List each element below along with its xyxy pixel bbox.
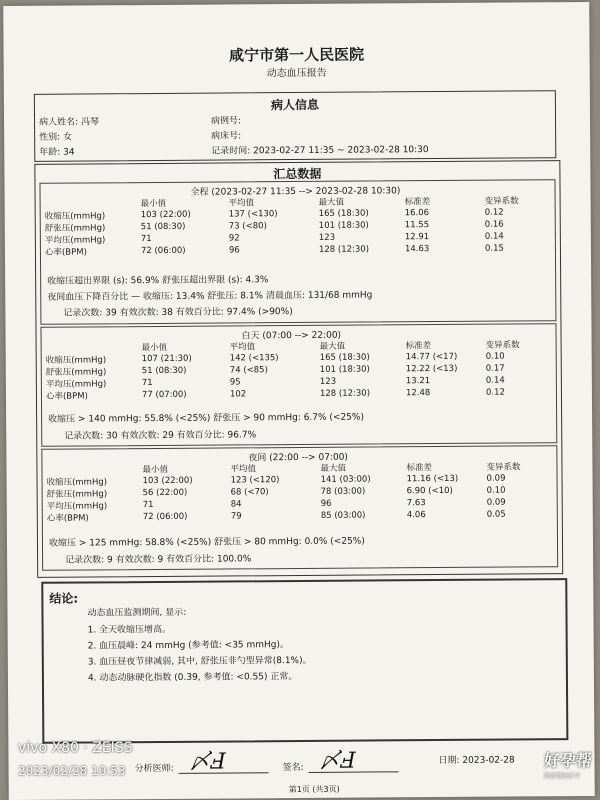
doctor-signature: 〆Ⅎ bbox=[318, 748, 356, 774]
table-header: 最小值 平均值 最大值 标准差 变异系数 bbox=[142, 462, 521, 476]
night-exceed-line: 收缩压 > 125 mmHg: 58.8% (<25%) 舒张压 > 80 mmHg: 0.0% (<25%) bbox=[48, 536, 365, 549]
conclusion-item: 2. 血压晨峰: 24 mmHg (参考值: <35 mmHg)。 bbox=[87, 640, 290, 652]
page-number: 第1页 (共3页) bbox=[288, 784, 340, 795]
hospital-name: 咸宁市第一人民医院 bbox=[229, 45, 365, 65]
col-sd: 标准差 bbox=[404, 197, 431, 208]
signature-label: 签名: bbox=[282, 762, 304, 774]
conclusion-item: 4. 动态动脉硬化指数 (0.39, 参考值: <0.55) 正常。 bbox=[87, 672, 298, 684]
day-record-line: 记录次数: 30 有效次数: 29 有效百分比: 96.7% bbox=[64, 430, 257, 442]
table-row: 舒张压(mmHg) 56 (22:00) 68 (<70) 78 (03:00) 6.90 (<10) 0.10 bbox=[46, 485, 506, 500]
full-night-drop-line: 夜间血压下降百分比 — 收缩压: 13.4% 舒张压: 8.1% 清晨血压: 131/68 mmHg bbox=[47, 290, 373, 303]
table-row: 心率(BPM) 72 (06:00) 79 85 (03:00) 4.06 0.05 bbox=[46, 509, 506, 524]
table-row: 心率(BPM) 72 (06:00) 96 128 (12:30) 14.63 0.15 bbox=[44, 243, 504, 258]
night-record-line: 记录次数: 9 有效次数: 9 有效百分比: 100.0% bbox=[65, 554, 252, 566]
table-row: 舒张压(mmHg) 51 (08:30) 74 (<85) 101 (18:30) 12.22 (<13) 0.17 bbox=[45, 363, 505, 378]
row-label: 收缩压(mmHg) bbox=[44, 211, 106, 222]
conclusion-intro: 动态血压监测期间, 显示: bbox=[87, 607, 187, 619]
conclusion-box bbox=[41, 578, 568, 744]
full-period-panel bbox=[39, 179, 556, 325]
report-date: 日期: 2023-02-28 bbox=[438, 755, 515, 767]
full-period-title: 全程 (2023-02-27 11:35 --> 2023-02-28 10:30) bbox=[190, 186, 401, 198]
day-panel bbox=[40, 323, 557, 447]
report-title: 动态血压报告 bbox=[266, 67, 327, 80]
table-row: 平均压(mmHg) 71 84 96 7.63 0.09 bbox=[46, 497, 506, 512]
patient-name: 病人姓名: 冯琴 bbox=[39, 117, 99, 128]
app-logo-tagline: 助您更快好孕 bbox=[543, 773, 580, 780]
table-header: 最小值 平均值 最大值 标准差 变异系数 bbox=[141, 340, 520, 354]
night-table bbox=[46, 460, 536, 523]
conclusion-item: 1. 全天收缩压增高。 bbox=[87, 624, 172, 636]
col-max: 最大值 bbox=[318, 197, 345, 208]
table-row: 心率(BPM) 77 (07:00) 102 128 (12:30) 12.48 0.12 bbox=[45, 387, 505, 402]
table-row: 舒张压(mmHg) 51 (08:30) 73 (<80) 101 (18:30) 11.55 0.16 bbox=[44, 219, 504, 234]
day-exceed-line: 收缩压 > 140 mmHg: 55.8% (<25%) 舒张压 > 90 mmHg: 6.7% (<25%) bbox=[48, 412, 365, 425]
app-logo bbox=[544, 748, 592, 780]
full-record-line: 记录次数: 39 有效次数: 38 有效百分比: 97.4% (>90%) bbox=[63, 307, 293, 319]
table-row: 收缩压(mmHg) 107 (21:30) 142 (<135) 165 (18:30) 14.77 (<17) 0.10 bbox=[45, 351, 505, 366]
analyst-label: 分析医师: bbox=[134, 763, 174, 775]
patient-age: 年龄: 34 bbox=[39, 147, 75, 158]
day-table bbox=[46, 338, 536, 401]
camera-brand: vivo X80 · ZEISS bbox=[18, 740, 133, 756]
full-period-table bbox=[45, 194, 535, 257]
col-cv: 变异系数 bbox=[484, 196, 519, 207]
summary-box bbox=[34, 160, 563, 578]
summary-title: 汇总数据 bbox=[273, 166, 322, 182]
table-row: 收缩压(mmHg) 103 (22:00) 123 (<120) 141 (03:00) 11.16 (<13) 0.09 bbox=[46, 473, 506, 488]
col-min: 最小值 bbox=[140, 198, 167, 210]
table-row: 平均压(mmHg) 71 92 123 12.91 0.14 bbox=[44, 231, 504, 246]
camera-timestamp: 2023/02/28 10:53 bbox=[18, 764, 126, 778]
analyst-signature: 〆Ⅎ bbox=[188, 749, 226, 775]
app-logo-name: 好孕帮 bbox=[543, 751, 592, 770]
conclusion-item: 3. 血压昼夜节律减弱, 其中, 舒张压非勺型异常(8.1%)。 bbox=[87, 655, 312, 668]
col-avg: 平均值 bbox=[228, 198, 255, 209]
case-number: 病例号: bbox=[211, 116, 242, 127]
night-panel bbox=[41, 445, 558, 571]
full-exceed-line: 收缩压超出界限 (s): 56.9% 舒张压超出界限 (s): 4.3% bbox=[47, 275, 269, 287]
table-row: 平均压(mmHg) 71 95 123 13.21 0.14 bbox=[45, 375, 505, 390]
record-time: 记录时间: 2023-02-27 11:35 ~ 2023-02-28 10:30 bbox=[211, 145, 429, 157]
bed-number: 病床号: bbox=[211, 131, 242, 142]
day-title: 白天 (07:00 --> 22:00) bbox=[241, 330, 342, 342]
table-row: 收缩压(mmHg) 103 (22:00) 137 (<130) 165 (18:30) 16.06 0.12 bbox=[44, 207, 504, 222]
conclusion-title: 结论: bbox=[49, 591, 79, 606]
night-title: 夜间 (22:00 --> 07:00) bbox=[248, 452, 348, 464]
report-paper bbox=[3, 2, 595, 800]
patient-info-box bbox=[34, 90, 556, 162]
patient-info-title: 病人信息 bbox=[270, 97, 319, 113]
patient-sex: 性别: 女 bbox=[39, 132, 73, 143]
